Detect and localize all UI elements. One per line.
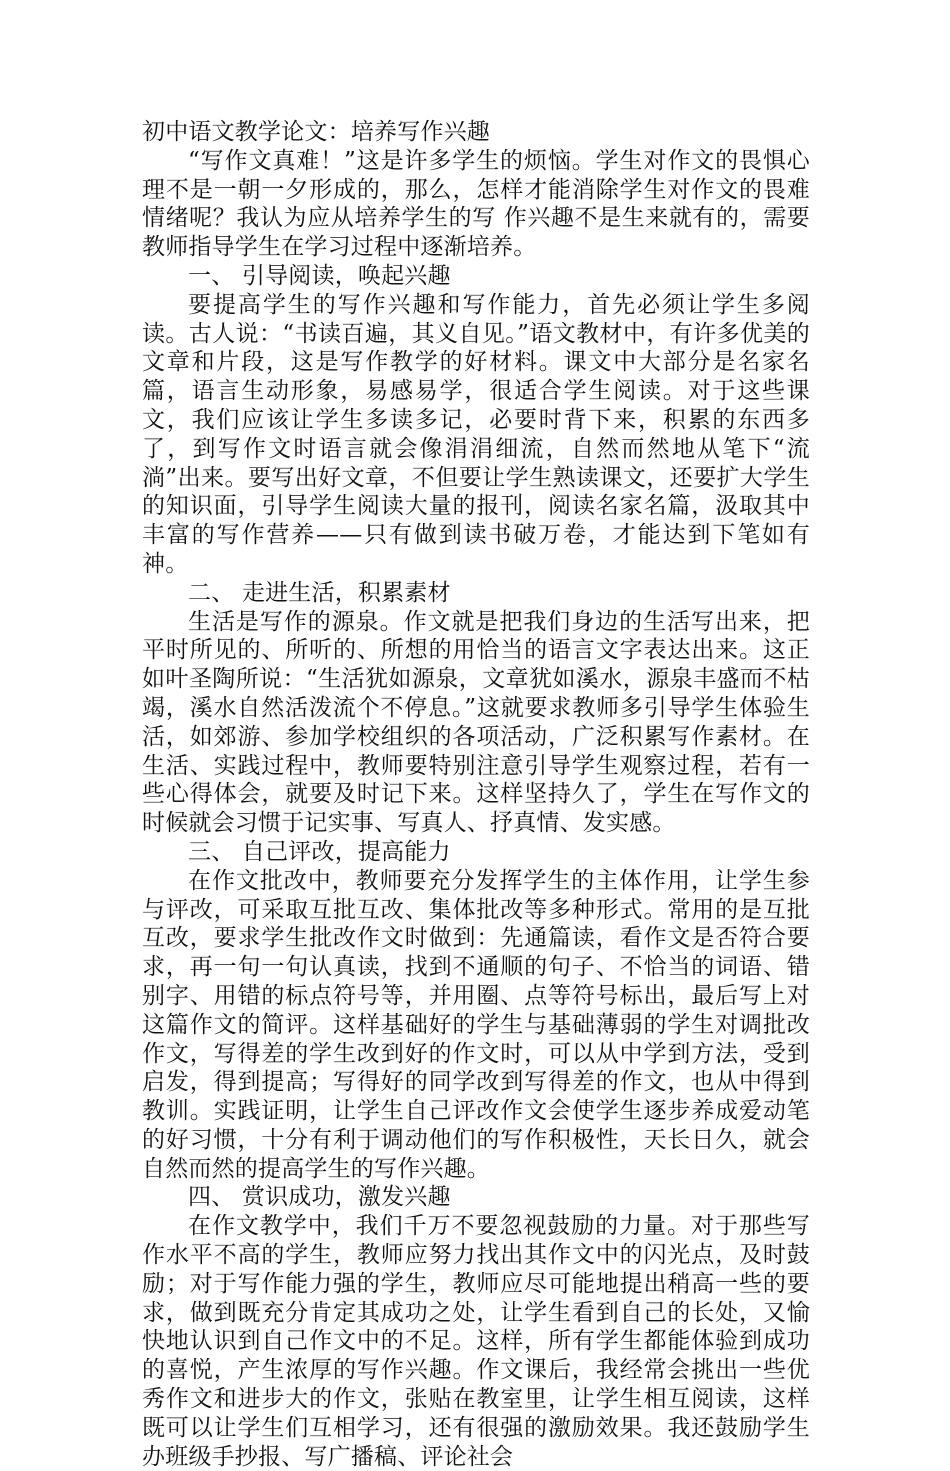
section-body-2: 生活是写作的源泉。作文就是把我们身边的生活写出来，把平时所见的、所听的、所想的用恰当的语言文字表达出来。这正如叶圣陶所说：“生活犹如源泉，文章犹如溪水，源泉丰盛而不枯竭，溪水自然活泼流个不停息。”这就要求教师多引导学生体验生活，如郊游、参加学校组织的各项活动，广泛积累写作素材。在生活、实践过程中，教师要特别注意引导学生观察过程，若有一些心得体会，就要及时记下来。这样坚持久了，学生在写作文的时候就会习惯于记实事、写真人、抒真情、发实感。 <box>142 608 810 837</box>
section-heading-2: 二、 走进生活，积累素材 <box>188 579 451 606</box>
section-body-3: 在作文批改中，教师要充分发挥学生的主体作用，让学生参与评改，可采取互批互改、集体批改等多种形式。常用的是互批互改，要求学生批改作文时做到：先通篇读，看作文是否符合要求，再一句一句认真读，找到不通顺的句子、不恰当的词语、错别字、用错的标点符号等，并用圈、点等符号标出，最后写上对这篇作文的简评。这样基础好的学生与基础薄弱的学生对调批改作文，写得差的学生改到好的作文时，可以从中学到方法，受到启发，得到提高；写得好的同学改到写得差的作文，也从中得到教训。实践证明，让学生自己评改作文会使学生逐步养成爱动笔的好习惯，十分有利于调动他们的写作积极性，天长日久，就会自然而然的提高学生的写作兴趣。 <box>142 867 810 1182</box>
section-heading-3: 三、 自己评改，提高能力 <box>188 838 451 865</box>
section-body-1: 要提高学生的写作兴趣和写作能力，首先必须让学生多阅读。古人说：“书读百遍，其义自见。”语文教材中，有许多优美的文章和片段，这是写作教学的好材料。课文中大部分是名家名篇，语言生动形象，易感易学，很适合学生阅读。对于这些课文，我们应该让学生多读多记，必要时背下来，积累的东西多了，到写作文时语言就会像涓涓细流，自然而然地从笔下“流淌”出来。要写出好文章，不但要让学生熟读课文，还要扩大学生的知识面，引导学生阅读大量的报刊，阅读名家名篇，汲取其中丰富的写作营养——只有做到读书破万卷，才能达到下笔如有神。 <box>142 291 810 577</box>
document-page <box>142 118 810 1471</box>
section-body-4: 在作文教学中，我们千万不要忽视鼓励的力量。对于那些写作水平不高的学生，教师应努力找出其作文中的闪光点，及时鼓励；对于写作能力强的学生，教师应尽可能地提出稍高一些的要求，做到既充分肯定其成功之处，让学生看到自己的长处，又愉快地认识到自己作文中的不足。这样，所有学生都能体验到成功的喜悦，产生浓厚的写作兴趣。作文课后，我经常会挑出一些优秀作文和进步大的作文，张贴在教室里，让学生相互阅读，这样既可以让学生们互相学习，还有很强的激励效果。我还鼓励学生办班级手抄报、写广播稿、评论社会 <box>142 1213 810 1470</box>
intro-paragraph: “写作文真难！”这是许多学生的烦恼。学生对作文的畏惧心理不是一朝一夕形成的，那么，怎样才能消除学生对作文的畏难情绪呢？我认为应从培养学生的写 作兴趣不是生来就有的，需要教师指导学生在学习过程中逐渐培养。 <box>142 147 810 261</box>
section-heading-4: 四、 赏识成功，激发兴趣 <box>188 1184 451 1211</box>
document-title: 初中语文教学论文：培养写作兴趣 <box>142 119 490 145</box>
section-heading-1: 一、 引导阅读，唤起兴趣 <box>188 262 451 289</box>
